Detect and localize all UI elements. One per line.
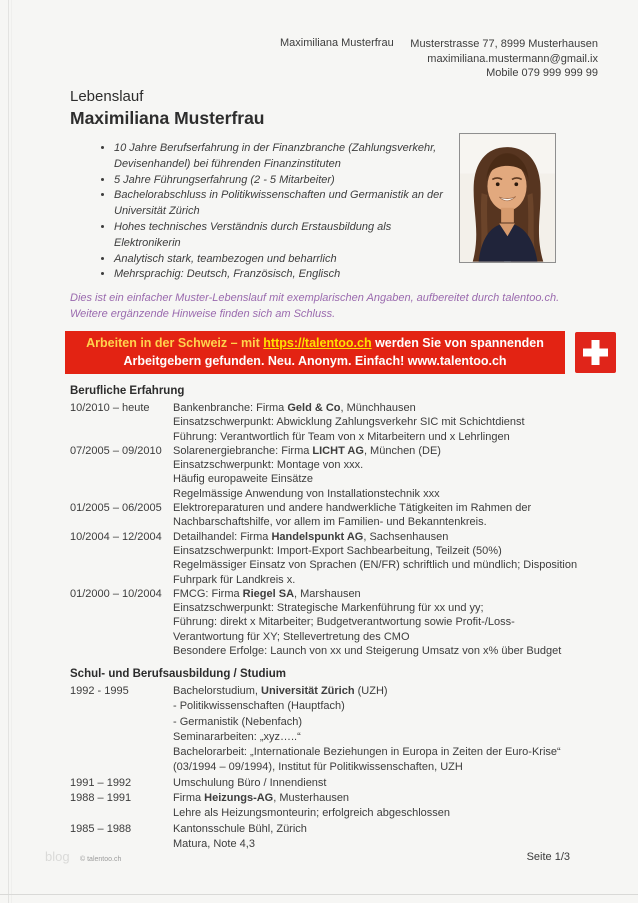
detail-line: Detailhandel: Firma Handelspunkt AG, Sachsenhausen [173, 530, 449, 543]
table-row [70, 587, 600, 658]
footer-copyright: © talentoo.ch [80, 856, 122, 863]
title-block [70, 88, 265, 129]
row-date: 1991 – 1992 [70, 776, 132, 789]
row-details [173, 530, 600, 587]
row-details [173, 401, 600, 444]
table-row [70, 501, 600, 530]
banner-text-segment: werden Sie von spannenden [371, 336, 544, 350]
detail-line: Bachelorstudium, Universität Zürich (UZH) [173, 685, 388, 697]
row-date: 01/2005 – 06/2005 [70, 502, 162, 515]
promo-banner [65, 331, 565, 374]
page-edge-line [11, 0, 12, 903]
table-row [70, 776, 600, 791]
summary-item: • Bachelorabschluss in Politikwissenschaften und Germanistik an der Universität Zürich [114, 188, 459, 220]
header-contact-name: Maximiliana Musterfrau [280, 37, 394, 49]
portrait-photo-image [460, 134, 555, 262]
section-heading: Schul- und Berufsausbildung / Studium [70, 668, 286, 680]
detail-line: Lehre als Heizungsmonteurin; erfolgreich abgeschlossen [173, 807, 450, 820]
page-edge-line [8, 0, 9, 903]
detail-line: Firma Heizungs-AG, Musterhausen [173, 792, 350, 805]
detail-line: Einsatzschwerpunkt: Import-Export Sachbearbeitung, Teilzeit (50%) [173, 544, 502, 557]
detail-line: Einsatzschwerpunkt: Abwicklung Zahlungsverkehr SIC mit Schichtdienst [173, 416, 525, 429]
row-details [173, 822, 600, 853]
row-date: 1985 – 1988 [70, 822, 132, 835]
footer-watermark: blog [45, 849, 70, 864]
section-heading: Berufliche Erfahrung [70, 385, 185, 397]
detail-line: Bankenbranche: Firma Geld & Co, Münchhausen [173, 402, 416, 414]
detail-line: FMCG: Firma Riegel SA, Marshausen [173, 587, 361, 600]
detail-line: Regelmässige Anwendung von Installationstechnik xxx [173, 487, 440, 500]
banner-line2: Arbeitgebern gefunden. Neu. Anonym. Einfach! www.talentoo.ch [123, 353, 507, 368]
doc-type-label: Lebenslauf [70, 88, 144, 105]
row-date: 07/2005 – 09/2010 [70, 444, 162, 457]
header-mobile: Mobile 079 999 999 99 [486, 67, 598, 79]
detail-line: Bachelorarbeit: „Internationale Beziehungen in Europa in Zeiten der Euro-Krise“ [173, 746, 561, 759]
header-contact-block [410, 37, 598, 81]
detail-line: Elektroreparaturen und andere handwerkliche Tätigkeiten im Rahmen der [173, 502, 532, 515]
intro-note-line2: Weitere ergänzende Hinweise finden sich am Schluss. [70, 307, 336, 320]
summary-item: • 10 Jahre Berufserfahrung in der Finanzbranche (Zahlungsverkehr, Devisenhandel) bei führenden Finanzinstituten [114, 141, 459, 173]
detail-line: Einsatzschwerpunkt: Strategische Markenführung für xx und yy; [173, 602, 484, 615]
header-email: maximiliana.mustermann@gmail.ix [427, 52, 598, 65]
detail-line: Kantonsschule Bühl, Zürich [173, 822, 307, 835]
summary-block [77, 141, 462, 283]
summary-list [77, 141, 462, 283]
summary-item: • 5 Jahre Führungserfahrung (2 - 5 Mitarbeiter) [114, 173, 459, 189]
detail-line: Führung: Verantwortlich für Team von x Mitarbeitern und x Lehrlingen [173, 430, 510, 443]
detail-line: Solarenergiebranche: Firma LICHT AG, München (DE) [173, 444, 441, 457]
banner-text-segment: Arbeiten in der Schweiz – mit [86, 336, 264, 350]
table-row [70, 530, 600, 587]
row-date: 10/2010 – heute [70, 402, 150, 414]
table-row [70, 791, 600, 822]
detail-line: Besondere Erfolge: Launch von xx und Steigerung Umsatz von x% über Budget [173, 645, 562, 658]
page-edge-line [0, 894, 638, 895]
table-row [70, 444, 600, 501]
summary-item: • Analytisch stark, teambezogen und beharrlich [114, 252, 459, 268]
banner-link[interactable]: https://talentoo.ch [263, 336, 372, 350]
table-row [70, 401, 600, 444]
detail-line: - Politikwissenschaften (Hauptfach) [173, 700, 345, 713]
row-details [173, 587, 600, 658]
intro-note [70, 291, 559, 322]
row-date: 10/2004 – 12/2004 [70, 530, 162, 543]
row-details [173, 776, 600, 791]
section-education [70, 668, 600, 852]
detail-line: (03/1994 – 09/1994), Institut für Politikwissenschaften, UZH [173, 761, 463, 774]
table-row [70, 684, 600, 776]
table-row [70, 822, 600, 853]
person-name-title: Maximiliana Musterfrau [70, 108, 265, 128]
detail-line: Seminararbeiten: „xyz…..“ [173, 730, 301, 743]
portrait-photo [459, 133, 556, 263]
intro-note-line1: Dies ist ein einfacher Muster-Lebenslauf mit exemplarischen Angaben, aufbereitet durch talentoo.ch. [70, 292, 560, 304]
detail-line: Führung: direkt x Mitarbeiter; Budgetverantwortung sowie Profit-/Loss- [173, 616, 515, 629]
detail-line: Einsatzschwerpunkt: Montage von xxx. [173, 459, 364, 472]
detail-line: Häufig europaweite Einsätze [173, 473, 314, 486]
header-address: Musterstrasse 77, 8999 Musterhausen [410, 38, 598, 50]
detail-line: Umschulung Büro / Innendienst [173, 776, 327, 789]
detail-line: Verantwortung für XY; Stellevertretung des CMO [173, 630, 410, 643]
detail-line: Fuhrpark für Landkreis x. [173, 573, 296, 586]
detail-line: Regelmässiger Einsatz von Sprachen (EN/FR) schriftlich und mündlich; Disposition [173, 559, 578, 572]
row-details [173, 791, 600, 822]
row-details [173, 501, 600, 530]
banner-line1 [65, 335, 565, 353]
row-date: 01/2000 – 10/2004 [70, 587, 162, 600]
row-date: 1992 - 1995 [70, 685, 129, 697]
summary-item: • Hohes technisches Verständnis durch Erstausbildung als Elektronikerin [114, 220, 459, 252]
detail-line: Nachbarschaftshilfe, vor allem im Familien- und Bekanntenkreis. [173, 516, 487, 529]
page-number: Seite 1/3 [526, 851, 570, 863]
detail-line: - Germanistik (Nebenfach) [173, 715, 302, 728]
row-date: 1988 – 1991 [70, 792, 132, 805]
row-details [173, 684, 600, 776]
detail-line: Matura, Note 4,3 [173, 837, 255, 850]
section-experience [70, 385, 600, 658]
summary-item: • Mehrsprachig: Deutsch, Französisch, Englisch [114, 267, 459, 283]
row-details [173, 444, 600, 501]
swiss-flag-icon [575, 332, 616, 373]
